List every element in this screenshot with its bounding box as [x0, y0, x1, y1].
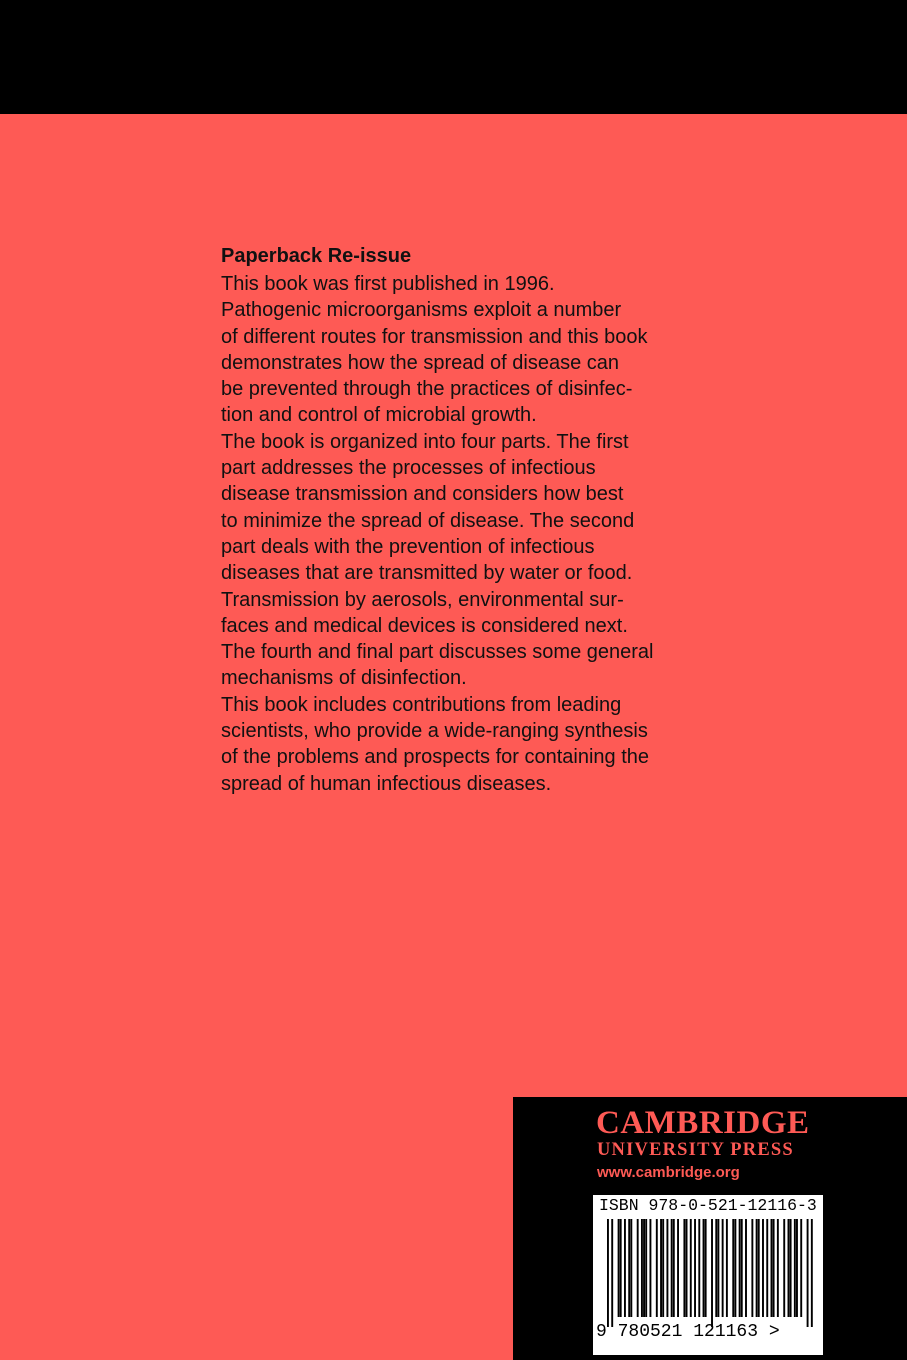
text-line: The fourth and final part discusses some general	[221, 641, 654, 664]
barcode-stripe	[705, 1219, 707, 1317]
barcode-stripe	[811, 1219, 813, 1327]
text-line: part deals with the prevention of infectious	[221, 535, 595, 558]
barcode-stripe	[637, 1219, 639, 1317]
barcode-bars	[607, 1219, 813, 1327]
text-line: Transmission by aerosols, environmental sur-	[221, 588, 624, 611]
barcode-stripe	[703, 1219, 705, 1317]
blurb-paragraph-3	[221, 692, 701, 797]
text-line: spread of human infectious diseases.	[221, 772, 552, 795]
barcode-stripe	[771, 1219, 773, 1317]
barcode-stripe	[641, 1219, 643, 1317]
barcode-stripe	[694, 1219, 696, 1317]
text-line: part addresses the processes of infectious	[221, 457, 596, 480]
blurb-paragraph-1	[221, 271, 701, 429]
barcode-stripe	[649, 1219, 651, 1317]
text-line: of the problems and prospects for containing the	[221, 746, 650, 769]
barcode-stripe	[794, 1219, 796, 1317]
barcode-stripe	[673, 1219, 675, 1317]
barcode-stripe	[643, 1219, 645, 1317]
text-line: scientists, who provide a wide-ranging synthesis	[221, 720, 648, 743]
barcode-stripe	[717, 1219, 719, 1317]
text-line: be prevented through the practices of disinfec-	[221, 378, 633, 401]
back-cover-blurb	[221, 241, 701, 797]
barcode-stripe	[666, 1219, 668, 1317]
barcode-stripe	[630, 1219, 632, 1317]
barcode-stripe	[734, 1219, 736, 1317]
text-line: The book is organized into four parts. The first	[221, 430, 629, 453]
text-line: disease transmission and considers how best	[221, 483, 624, 506]
barcode-stripe	[715, 1219, 717, 1317]
barcode-stripe	[751, 1219, 753, 1317]
barcode-stripe	[796, 1219, 798, 1317]
barcode-stripe	[671, 1219, 673, 1317]
barcode-stripe	[656, 1219, 658, 1317]
text-line: Pathogenic microorganisms exploit a number	[221, 299, 622, 322]
barcode-stripe	[698, 1219, 700, 1317]
barcode-stripe	[607, 1219, 609, 1327]
text-line: mechanisms of disinfection.	[221, 667, 467, 690]
isbn-label: ISBN 978-0-521-12116-3	[599, 1196, 817, 1215]
barcode-stripe	[683, 1219, 685, 1317]
barcode-stripe	[773, 1219, 775, 1317]
barcode-digits: 9 780521 121163 >	[596, 1322, 780, 1342]
text-line: This book was first published in 1996.	[221, 273, 555, 295]
barcode-stripe	[628, 1219, 630, 1317]
barcode-stripe	[788, 1219, 790, 1317]
text-line: tion and control of microbial growth.	[221, 404, 537, 427]
barcode-stripe	[741, 1219, 743, 1317]
barcode-stripe	[790, 1219, 792, 1317]
barcode-stripe	[722, 1219, 724, 1317]
publisher-name: CAMBRIDGE	[596, 1105, 810, 1141]
blurb-heading: Paperback Re-issue	[221, 245, 412, 267]
top-black-band	[0, 0, 907, 114]
barcode-stripe	[762, 1219, 764, 1317]
barcode-stripe	[662, 1219, 664, 1317]
barcode-stripe	[739, 1219, 741, 1317]
barcode-stripe	[624, 1219, 626, 1317]
text-line: demonstrates how the spread of disease can	[221, 351, 620, 374]
barcode-stripe	[726, 1219, 728, 1317]
text-line: diseases that are transmitted by water or food.	[221, 562, 633, 585]
barcode-stripe	[756, 1219, 758, 1317]
barcode-stripe	[660, 1219, 662, 1317]
barcode-stripe	[620, 1219, 622, 1317]
barcode-stripe	[800, 1219, 802, 1317]
blurb-paragraph-2	[221, 429, 701, 692]
barcode-stripe	[686, 1219, 688, 1317]
barcode-stripe	[732, 1219, 734, 1317]
publisher-box	[513, 1097, 907, 1360]
isbn-barcode	[593, 1195, 823, 1355]
barcode-stripe	[690, 1219, 692, 1317]
barcode-stripe	[645, 1219, 647, 1317]
barcode-stripe	[783, 1219, 785, 1317]
barcode-stripe	[758, 1219, 760, 1317]
text-line: faces and medical devices is considered next.	[221, 614, 628, 637]
barcode-stripe	[611, 1219, 613, 1327]
barcode-stripe	[766, 1219, 768, 1317]
barcode-stripe	[745, 1219, 747, 1317]
barcode-stripe	[807, 1219, 809, 1327]
publisher-subname: UNIVERSITY PRESS	[597, 1140, 794, 1160]
barcode-stripe	[677, 1219, 679, 1317]
barcode-stripe	[711, 1219, 713, 1327]
text-line: This book includes contributions from leading	[221, 693, 622, 716]
publisher-url: www.cambridge.org	[597, 1164, 740, 1181]
text-line: to minimize the spread of disease. The second	[221, 509, 635, 532]
text-line: of different routes for transmission and this book	[221, 325, 648, 348]
barcode-stripe	[618, 1219, 620, 1317]
barcode-stripe	[777, 1219, 779, 1317]
